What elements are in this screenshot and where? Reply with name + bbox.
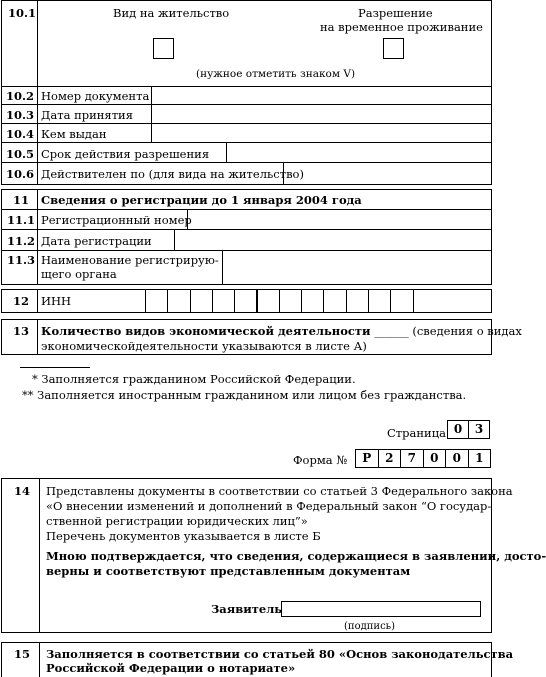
section-11-title: Сведения о регистрации до 1 января 2004 года — [41, 193, 362, 207]
registration-date-label: Дата регистрации — [41, 234, 152, 248]
valid-until-input[interactable] — [284, 163, 491, 184]
permit-validity-label: Срок действия разрешения — [41, 147, 210, 161]
inn-digit-cell[interactable] — [346, 290, 369, 313]
signature-field[interactable] — [281, 601, 481, 617]
residence-permit-label: Вид на жительство — [113, 6, 230, 20]
page-label: Страница — [387, 426, 446, 440]
checkbox-note: (нужное отметить знаком V) — [196, 68, 356, 80]
inn-digit-cell[interactable] — [368, 290, 391, 313]
signature-caption: (подпись) — [344, 621, 396, 632]
divider — [39, 642, 40, 677]
registration-number-label: Регистрационный номер — [41, 213, 192, 227]
applicant-label: Заявитель — [211, 602, 283, 616]
document-number-input[interactable] — [152, 87, 491, 104]
field-number: 10.3 — [6, 108, 35, 122]
field-number: 14 — [14, 484, 31, 498]
inn-digit-cell[interactable] — [257, 290, 280, 313]
acceptance-date-label: Дата принятия — [41, 108, 133, 122]
registering-authority-label-1: Наименование регистрирую- — [41, 253, 219, 267]
form-digit: 0 — [423, 449, 447, 468]
divider — [37, 0, 38, 185]
field-number: 11.1 — [7, 213, 36, 227]
field-number: 10.5 — [6, 147, 35, 161]
temp-residence-checkbox[interactable] — [383, 38, 404, 59]
valid-until-label: Действителен по (для вида на жительство) — [41, 167, 304, 181]
acceptance-date-input[interactable] — [152, 105, 491, 123]
s14-line-4: Перечень документов указывается в листе Б — [46, 529, 321, 543]
confirmation-line-2: верны и соответствуют представленным документам — [46, 564, 411, 578]
inn-digit-cell[interactable] — [190, 290, 213, 313]
confirmation-line-1: Мною подтверждается, что сведения, содержащиеся в заявлении, досто- — [46, 549, 546, 563]
activity-count-row — [41, 324, 522, 338]
divider — [37, 189, 38, 285]
registering-authority-input[interactable] — [223, 251, 491, 284]
notary-line-1: Заполняется в соответствии со статьей 80 «Основ законодательства — [46, 647, 514, 661]
field-number: 10.6 — [6, 167, 35, 181]
s14-line-1: Представлены документы в соответствии со статьей 3 Федерального закона — [46, 484, 513, 498]
form-digit: 2 — [378, 449, 402, 468]
form-digit: 7 — [400, 449, 424, 468]
inn-digit-cell[interactable] — [234, 290, 257, 313]
registering-authority-label-2: щего органа — [41, 267, 117, 281]
footnote-1: * Заполняется гражданином Российской Федерации. — [32, 372, 356, 386]
activity-count-label: Количество видов экономической деятельности — [41, 324, 371, 338]
inn-digit-cell[interactable] — [212, 290, 235, 313]
field-number: 10.4 — [6, 127, 35, 141]
divider — [37, 319, 38, 355]
activity-count-blank[interactable]: ______ — [374, 324, 409, 338]
notary-line-2: Российской Федерации о нотариате» — [46, 661, 296, 675]
field-number: 13 — [13, 324, 30, 338]
inn-digit-cell[interactable] — [279, 290, 302, 313]
inn-digit-cell[interactable] — [145, 290, 168, 313]
field-number: 11.3 — [7, 253, 36, 267]
page-digit: 3 — [468, 420, 490, 439]
inn-label: ИНН — [41, 294, 72, 308]
issued-by-input[interactable] — [152, 124, 491, 142]
form-digit: 0 — [445, 449, 469, 468]
form-digit: 1 — [468, 449, 492, 468]
inn-digit-cell[interactable] — [390, 290, 413, 313]
activity-count-note-2: экономическойдеятельности указываются в листе А) — [41, 339, 367, 353]
field-number: 10.2 — [6, 89, 35, 103]
inn-digit-cell[interactable] — [301, 290, 324, 313]
field-number: 11.2 — [7, 234, 36, 248]
page-digit: 0 — [447, 420, 469, 439]
permit-validity-input[interactable] — [227, 143, 491, 162]
form-label: Форма № — [293, 453, 348, 467]
s14-line-2: «О внесении изменений и дополнений в Федеральный закон “О государ- — [46, 499, 492, 513]
footnote-2: ** Заполняется иностранным гражданином или лицом без гражданства. — [22, 388, 467, 402]
residence-permit-checkbox[interactable] — [153, 38, 174, 59]
temp-residence-label-2: на временное проживание — [320, 20, 483, 34]
activity-count-note: (сведения о видах — [412, 324, 522, 338]
document-number-label: Номер документа — [41, 89, 150, 103]
registration-date-input[interactable] — [175, 230, 491, 250]
inn-digit-cell[interactable] — [323, 290, 346, 313]
footnote-rule — [20, 367, 90, 368]
s14-line-3: ственной регистрации юридических лиц”» — [46, 514, 308, 528]
issued-by-label: Кем выдан — [41, 127, 107, 141]
temp-residence-label-1: Разрешение — [358, 6, 433, 20]
divider — [37, 289, 38, 313]
field-number: 15 — [14, 647, 31, 661]
field-number: 10.1 — [8, 6, 37, 20]
inn-digit-cell[interactable] — [167, 290, 190, 313]
form-digit: Р — [355, 449, 379, 468]
divider — [39, 478, 40, 633]
field-number: 12 — [13, 294, 30, 308]
field-number: 11 — [13, 193, 30, 207]
registration-number-input[interactable] — [188, 210, 491, 229]
